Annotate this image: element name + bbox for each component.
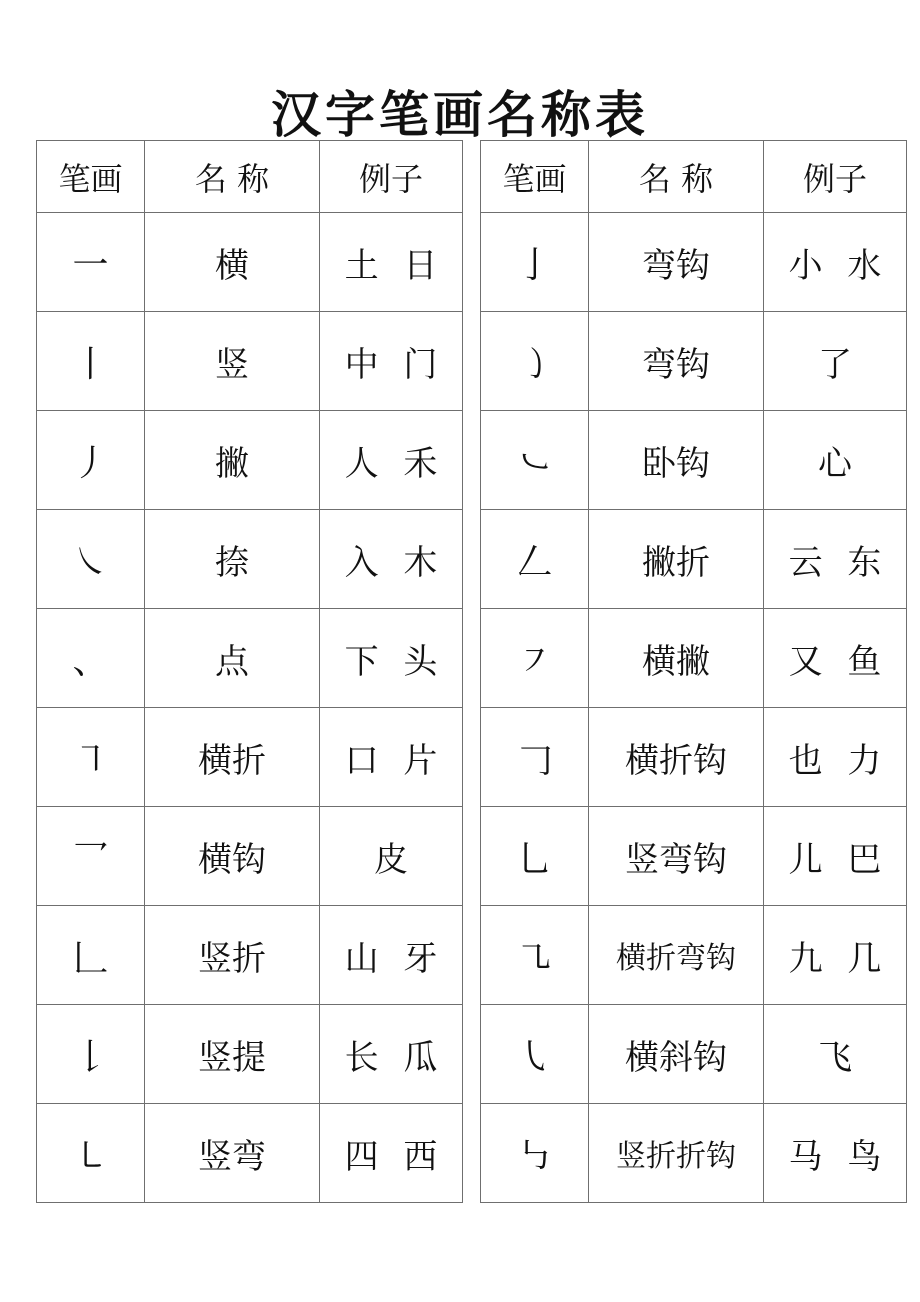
page-title: 汉字笔画名称表: [271, 84, 649, 144]
stroke-name: 横: [145, 213, 320, 312]
stroke-name: 竖提: [145, 1005, 320, 1104]
stroke-name: 弯钩: [589, 213, 764, 312]
stroke-name: 横折弯钩: [589, 906, 764, 1005]
table-row: [481, 609, 907, 708]
table-row: [481, 708, 907, 807]
table-row: [37, 213, 463, 312]
stroke-table-right: [480, 140, 907, 1203]
stroke-name: 竖弯钩: [589, 807, 764, 906]
stroke-name: 竖弯: [145, 1104, 320, 1203]
table-row: [481, 213, 907, 312]
stroke-example: 口 片: [320, 708, 463, 807]
stroke-example: 小 水: [764, 213, 907, 312]
table-row: [481, 906, 907, 1005]
stroke-name: 竖折: [145, 906, 320, 1005]
stroke-name: 横折钩: [589, 708, 764, 807]
stroke-name: 竖折折钩: [589, 1104, 764, 1203]
stroke-example: 九 几: [764, 906, 907, 1005]
stroke-glyph: ㇃: [481, 411, 589, 510]
stroke-glyph: ㇉: [481, 1104, 589, 1203]
stroke-name: 捺: [145, 510, 320, 609]
header-example: 例子: [764, 141, 907, 213]
stroke-glyph: ㇏: [37, 510, 145, 609]
stroke-glyph: 𠃋: [481, 510, 589, 609]
stroke-example: 也 力: [764, 708, 907, 807]
stroke-example: 马 鸟: [764, 1104, 907, 1203]
stroke-glyph: ㇈: [481, 906, 589, 1005]
stroke-example: 云 东: [764, 510, 907, 609]
table-row: [37, 708, 463, 807]
stroke-example: 人 禾: [320, 411, 463, 510]
table-row: [37, 411, 463, 510]
stroke-name: 撇: [145, 411, 320, 510]
header-stroke: 笔画: [37, 141, 145, 213]
table-row: [37, 906, 463, 1005]
table-row: [481, 1005, 907, 1104]
stroke-example: 长 瓜: [320, 1005, 463, 1104]
table-row: [37, 807, 463, 906]
table-row: [481, 807, 907, 906]
stroke-name: 点: [145, 609, 320, 708]
table-row: [481, 411, 907, 510]
header-name: 名 称: [589, 141, 764, 213]
stroke-glyph: ㇂: [481, 1005, 589, 1104]
table-row: [37, 609, 463, 708]
table-row: [481, 510, 907, 609]
table-header-row: [37, 141, 463, 213]
stroke-glyph: 、: [37, 609, 145, 708]
stroke-glyph: 𠃊: [37, 906, 145, 1005]
header-name: 名 称: [145, 141, 320, 213]
stroke-example: 心: [764, 411, 907, 510]
stroke-glyph: 乚: [481, 807, 589, 906]
stroke-glyph: ㇁: [481, 312, 589, 411]
stroke-example: 又 鱼: [764, 609, 907, 708]
stroke-name: 卧钩: [589, 411, 764, 510]
header-example: 例子: [320, 141, 463, 213]
stroke-glyph: 丿: [37, 411, 145, 510]
stroke-name: 横折: [145, 708, 320, 807]
stroke-glyph: 乛: [37, 807, 145, 906]
stroke-name: 横斜钩: [589, 1005, 764, 1104]
stroke-example: 下 头: [320, 609, 463, 708]
stroke-name: 撇折: [589, 510, 764, 609]
header-stroke: 笔画: [481, 141, 589, 213]
stroke-name: 横钩: [145, 807, 320, 906]
table-header-row: [481, 141, 907, 213]
stroke-example: 四 西: [320, 1104, 463, 1203]
stroke-example: 土 日: [320, 213, 463, 312]
stroke-glyph: 𠃌: [481, 708, 589, 807]
stroke-example: 飞: [764, 1005, 907, 1104]
table-row: [37, 1104, 463, 1203]
stroke-glyph: ㇕: [37, 708, 145, 807]
stroke-glyph: ㇄: [37, 1104, 145, 1203]
table-row: [481, 1104, 907, 1203]
stroke-example: 山 牙: [320, 906, 463, 1005]
table-row: [37, 1005, 463, 1104]
stroke-example: 儿 巴: [764, 807, 907, 906]
stroke-glyph: 亅: [481, 213, 589, 312]
stroke-table-left: [36, 140, 463, 1203]
stroke-name: 竖: [145, 312, 320, 411]
stroke-glyph: ㇇: [481, 609, 589, 708]
stroke-example: 皮: [320, 807, 463, 906]
table-row: [481, 312, 907, 411]
stroke-glyph: 𠄌: [37, 1005, 145, 1104]
stroke-name: 横撇: [589, 609, 764, 708]
stroke-glyph: 一: [37, 213, 145, 312]
table-row: [37, 312, 463, 411]
stroke-name: 弯钩: [589, 312, 764, 411]
stroke-example: 中 门: [320, 312, 463, 411]
stroke-example: 入 木: [320, 510, 463, 609]
table-row: [37, 510, 463, 609]
stroke-example: 了: [764, 312, 907, 411]
stroke-glyph: 丨: [37, 312, 145, 411]
